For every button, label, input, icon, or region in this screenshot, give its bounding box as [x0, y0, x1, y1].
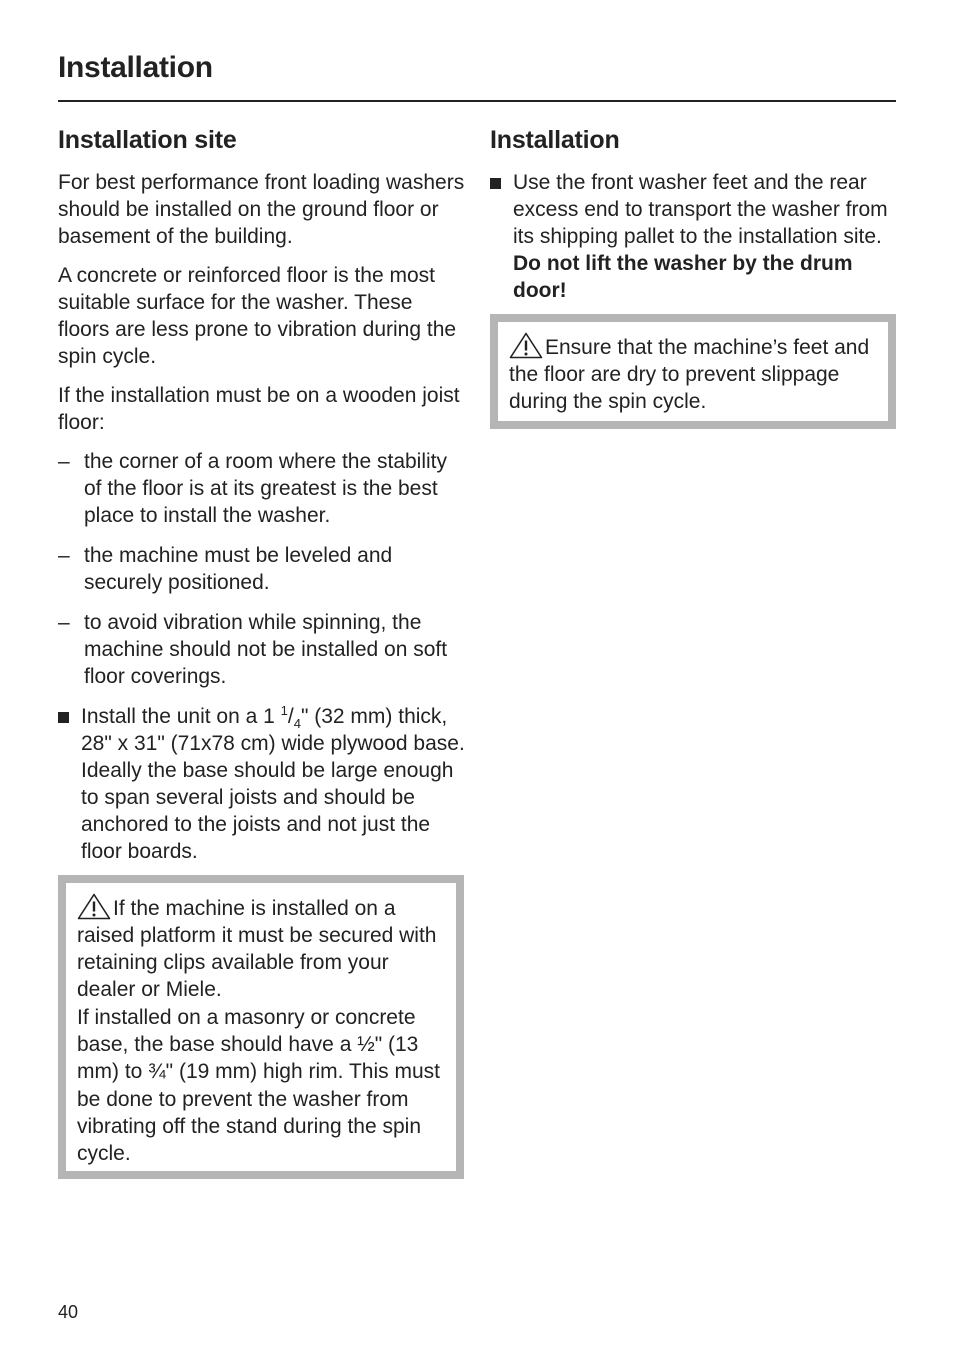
fraction-numerator: 1: [280, 702, 288, 718]
left-column: [58, 124, 466, 1179]
dash-list-item: [58, 542, 466, 596]
fraction-slash: /: [287, 704, 294, 728]
warning-text: Ensure that the machine’s feet and the floor are dry to prevent slippage during the spin cycle.: [509, 335, 870, 414]
bullet-text-end: " (32 mm) thick, 28" x 31" (71x78 cm) wide plywood base. Ideally the base should be large enough to span several joists and should be anchored to the joists and not just the floor boards.: [81, 704, 465, 863]
section-heading-installation-site: Installation site: [58, 126, 237, 154]
warning-text: If the machine is installed on a raised platform it must be secured with retaining clips available from your dealer or Miele.: [77, 896, 437, 1002]
dash-list-item: [58, 609, 466, 690]
paragraph: A concrete or reinforced floor is the most suitable surface for the washer. These floors are less prone to vibration during the spin cycle.: [58, 263, 457, 368]
bullet-list-item: [490, 169, 896, 304]
warning-box-platform: [58, 875, 464, 1180]
bullet-text-start: Install the unit on a 1: [81, 704, 281, 728]
fraction-denominator: 4: [293, 715, 301, 731]
warning-triangle-icon: [77, 893, 111, 920]
dash-list-text: to avoid vibration while spinning, the machine should not be installed on soft floor coverings.: [84, 610, 448, 688]
bullet-list-item: [58, 703, 466, 865]
dash-marker: –: [58, 610, 70, 634]
dash-marker: –: [58, 543, 70, 567]
paragraph: For best performance front loading washers should be installed on the ground floor or basement of the building.: [58, 170, 465, 248]
warning-box-dry-floor: [490, 314, 896, 430]
page-title: Installation: [58, 51, 213, 84]
square-bullet-icon: [490, 178, 501, 189]
right-column: [490, 124, 896, 429]
warning-triangle-icon: [509, 332, 543, 359]
section-heading-installation: Installation: [490, 126, 620, 154]
page-number: 40: [58, 1302, 79, 1322]
bullet-text: Use the front washer feet and the rear excess end to transport the washer from its shipping pallet to the installation site.: [513, 170, 888, 248]
square-bullet-icon: [58, 712, 69, 723]
bold-warning-note: Do not lift the washer by the drum door!: [513, 251, 853, 302]
dash-list-text: the machine must be leveled and securely positioned.: [84, 543, 393, 594]
dash-marker: –: [58, 449, 70, 473]
warning-text-continued: If installed on a masonry or concrete base, the base should have a ½" (13 mm) to ¾" (19 mm) high rim. This must be done to prevent the washer from vibrating off the stand during the spin cycle.: [77, 1005, 440, 1166]
title-divider: [58, 100, 896, 102]
paragraph: If the installation must be on a wooden joist floor:: [58, 383, 460, 434]
dash-list-item: [58, 448, 466, 529]
dash-list-text: the corner of a room where the stability of the floor is at its greatest is the best place to install the washer.: [84, 449, 448, 527]
